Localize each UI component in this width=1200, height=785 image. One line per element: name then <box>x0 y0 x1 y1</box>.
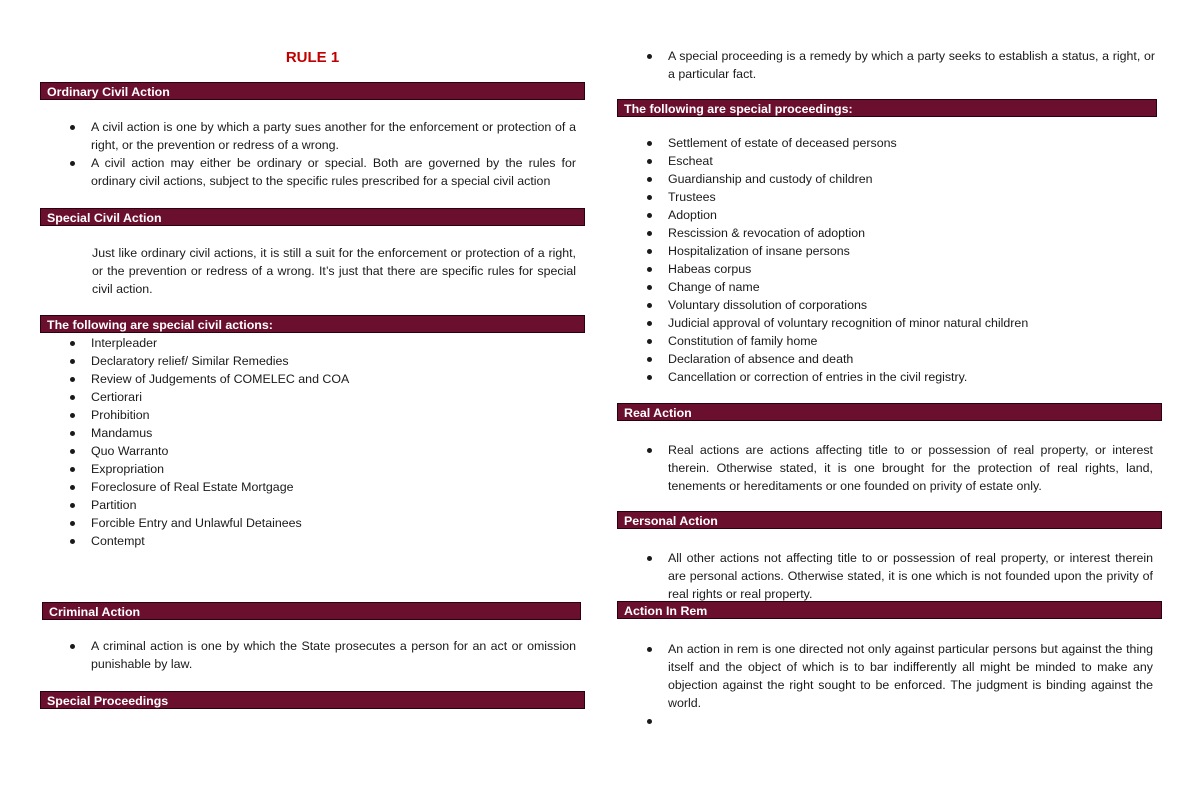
special-civil-action-paragraph: Just like ordinary civil actions, it is still a suit for the enforcement or protection of a right, or the prevention or redress of a wrong. It’s just that there are specific rules for special civil action. <box>92 246 576 296</box>
list-item: Declaration of absence and death <box>645 350 1155 368</box>
list-item: Prohibition <box>68 406 576 424</box>
list-item: Hospitalization of insane persons <box>645 242 1155 260</box>
page-title: RULE 1 <box>285 49 340 66</box>
list-item: A criminal action is one by which the State prosecutes a person for an act or omission punishable by law. <box>68 637 576 673</box>
criminal-action-list <box>68 637 576 673</box>
real-action-list <box>645 441 1153 495</box>
list-item: An action in rem is one directed not only against particular persons but against the thing itself and the object of which is to bar indifferently all might be minded to make any objection against the right sought to be enforced. The judgment is binding against the world. <box>645 640 1153 712</box>
list-item <box>645 712 1153 730</box>
list-item: Constitution of family home <box>645 332 1155 350</box>
list-item: Judicial approval of voluntary recognition of minor natural children <box>645 314 1155 332</box>
list-item: Forcible Entry and Unlawful Detainees <box>68 514 576 532</box>
list-item: Adoption <box>645 206 1155 224</box>
special-proceedings-list <box>645 134 1155 386</box>
section-heading-personal-action: Personal Action <box>617 511 1162 529</box>
special-proceeding-definition <box>645 47 1155 83</box>
list-item: A civil action is one by which a party sues another for the enforcement or protection of a right, or the prevention or redress of a wrong. <box>68 118 576 154</box>
list-item: Contempt <box>68 532 576 550</box>
list-item: Interpleader <box>68 334 576 352</box>
list-item: A civil action may either be ordinary or special. Both are governed by the rules for ordinary civil actions, subject to the specific rules prescribed for a special civil action <box>68 154 576 190</box>
section-heading-action-in-rem: Action In Rem <box>617 601 1162 619</box>
list-item: Change of name <box>645 278 1155 296</box>
list-item: Real actions are actions affecting title to or possession of real property, or interest therein. Otherwise stated, it is one brought for the protection of real rights, land, tenements or hereditaments or one founded on privity of estate only. <box>645 441 1153 495</box>
list-item: Cancellation or correction of entries in the civil registry. <box>645 368 1155 386</box>
list-item: Settlement of estate of deceased persons <box>645 134 1155 152</box>
section-heading-special-civil-action: Special Civil Action <box>40 208 585 226</box>
list-item: Quo Warranto <box>68 442 576 460</box>
list-item: Expropriation <box>68 460 576 478</box>
list-item: Escheat <box>645 152 1155 170</box>
list-item: Guardianship and custody of children <box>645 170 1155 188</box>
list-item: Certiorari <box>68 388 576 406</box>
list-item: Foreclosure of Real Estate Mortgage <box>68 478 576 496</box>
personal-action-list <box>645 549 1153 603</box>
list-item: Trustees <box>645 188 1155 206</box>
list-item: All other actions not affecting title to or possession of real property, or interest therein are personal actions. Otherwise stated, it is one which is not founded upon the privity of real rights or real property. <box>645 549 1153 603</box>
section-heading-ordinary-civil-action: Ordinary Civil Action <box>40 82 585 100</box>
section-heading-special-proceedings-list: The following are special proceedings: <box>617 99 1157 117</box>
list-item: Review of Judgements of COMELEC and COA <box>68 370 576 388</box>
section-heading-special-proceedings: Special Proceedings <box>40 691 585 709</box>
list-item: Rescission & revocation of adoption <box>645 224 1155 242</box>
section-heading-special-civil-actions: The following are special civil actions: <box>40 315 585 333</box>
section-heading-criminal-action: Criminal Action <box>42 602 581 620</box>
list-item: Voluntary dissolution of corporations <box>645 296 1155 314</box>
list-item: Declaratory relief/ Similar Remedies <box>68 352 576 370</box>
list-item: A special proceeding is a remedy by which a party seeks to establish a status, a right, or a particular fact. <box>645 47 1155 83</box>
section-heading-real-action: Real Action <box>617 403 1162 421</box>
special-civil-actions-list <box>68 334 576 550</box>
list-item: Mandamus <box>68 424 576 442</box>
list-item: Habeas corpus <box>645 260 1155 278</box>
ordinary-civil-action-list <box>68 118 576 190</box>
list-item: Partition <box>68 496 576 514</box>
action-in-rem-list <box>645 640 1153 730</box>
